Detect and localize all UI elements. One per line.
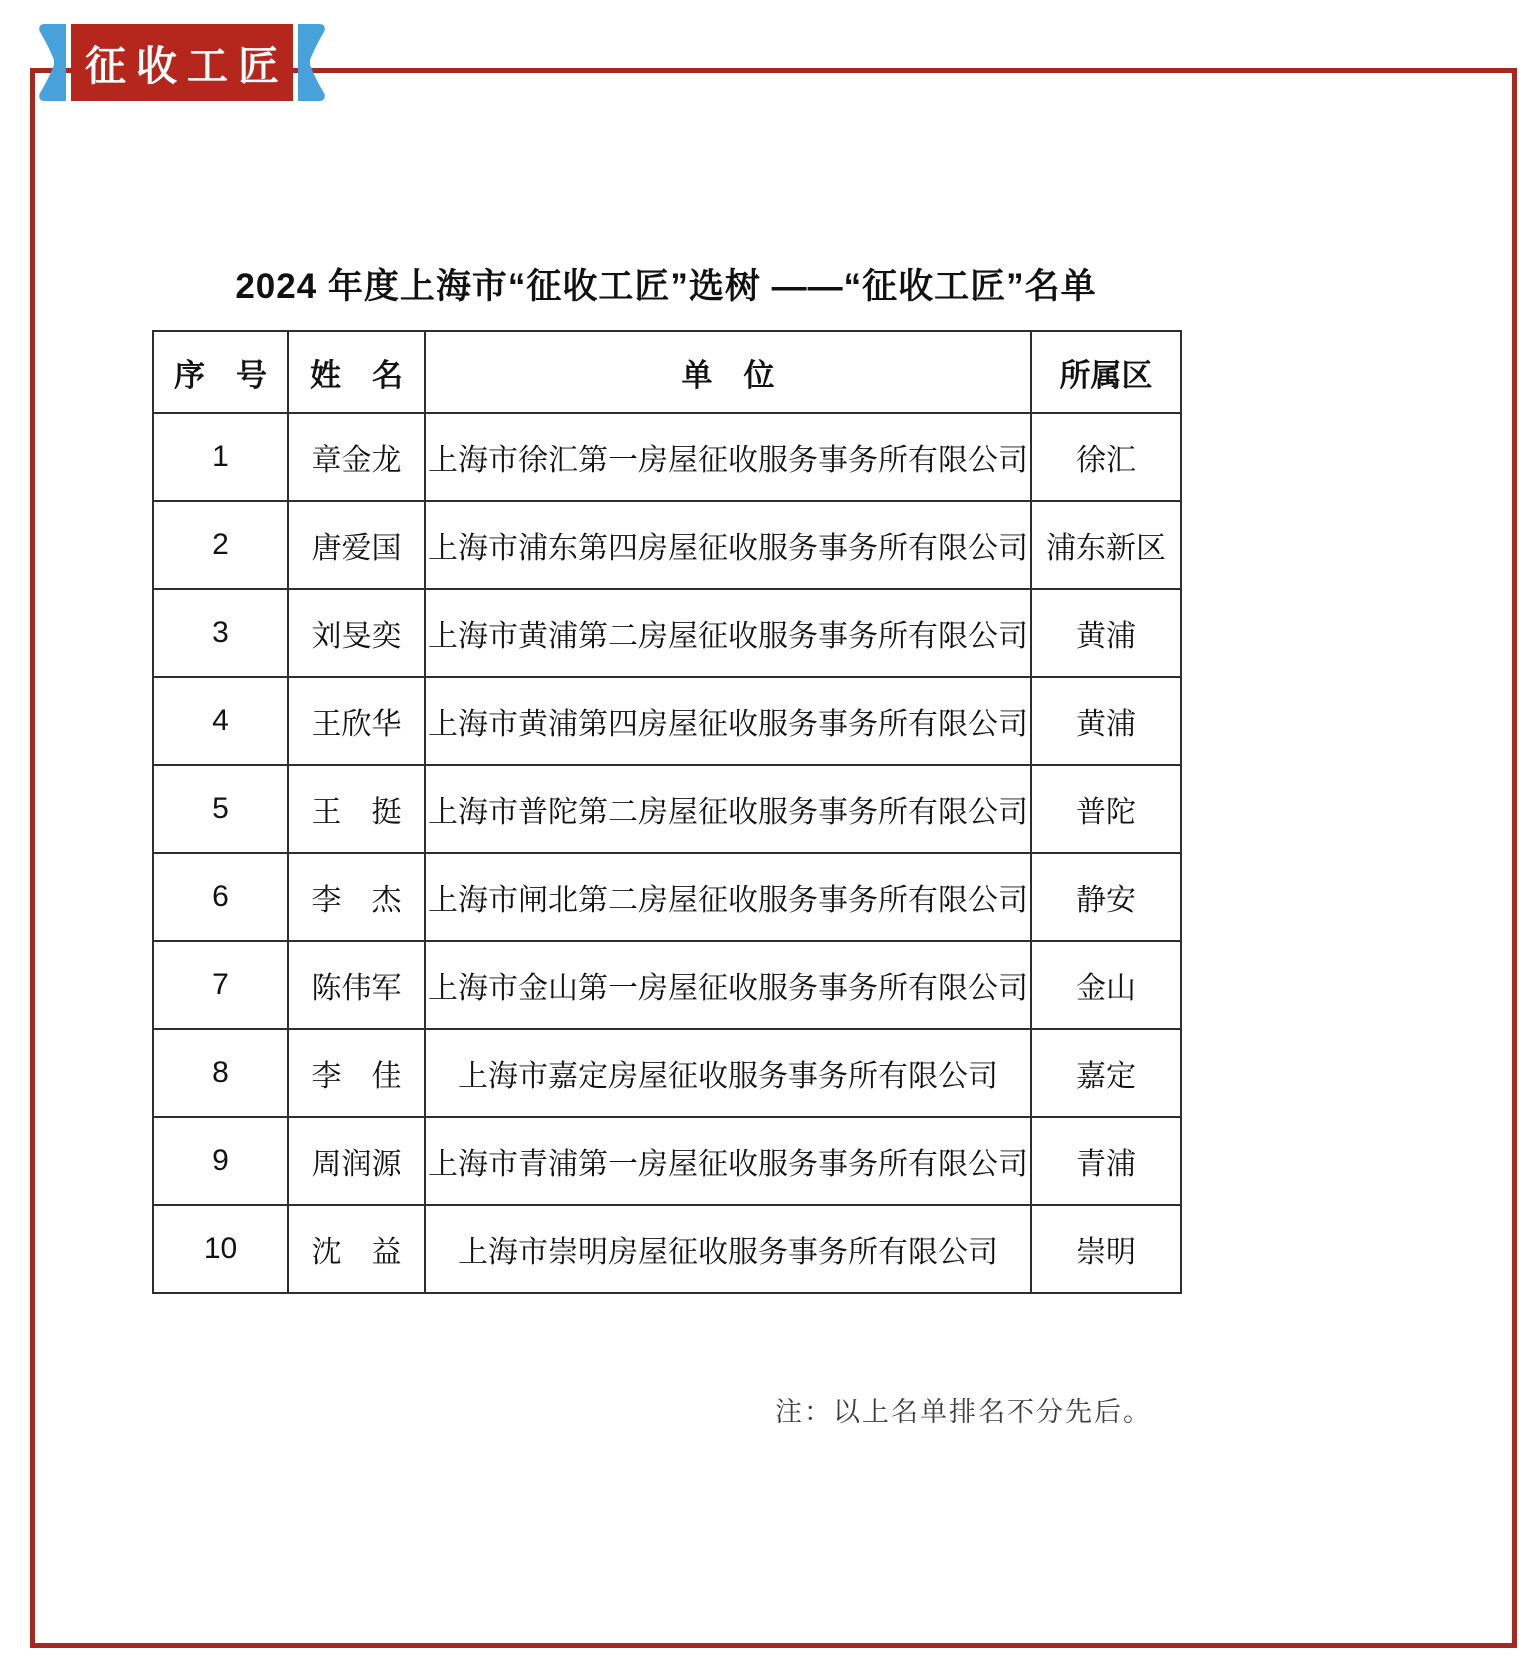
cell-name: 沈 益 [288,1205,425,1293]
ribbon-right-icon [298,24,326,101]
cell-district: 嘉定 [1031,1029,1181,1117]
col-header-index: 序 号 [153,331,288,413]
table-row [153,1029,1181,1117]
cell-unit: 上海市普陀第二房屋征收服务事务所有限公司 [425,765,1031,853]
ribbon-left-icon [38,24,66,101]
footnote: 注：以上名单排名不分先后。 [775,1397,1152,1427]
cell-unit: 上海市黄浦第四房屋征收服务事务所有限公司 [425,677,1031,765]
col-header-district: 所属区 [1031,331,1181,413]
cell-district: 金山 [1031,941,1181,1029]
table-row [153,501,1181,589]
page-title: 2024 年度上海市“征收工匠”选树 ——“征收工匠”名单 [235,267,1097,306]
badge-label: 征收工匠 [85,43,289,89]
cell-unit: 上海市黄浦第二房屋征收服务事务所有限公司 [425,589,1031,677]
cell-unit: 上海市徐汇第一房屋征收服务事务所有限公司 [425,413,1031,501]
roster-table [152,330,1182,1294]
cell-name: 李 佳 [288,1029,425,1117]
header-badge [38,24,326,101]
cell-name: 刘旻奕 [288,589,425,677]
cell-unit: 上海市金山第一房屋征收服务事务所有限公司 [425,941,1031,1029]
cell-name: 陈伟军 [288,941,425,1029]
table-row [153,413,1181,501]
cell-name: 王欣华 [288,677,425,765]
cell-name: 章金龙 [288,413,425,501]
table-row [153,1117,1181,1205]
cell-unit: 上海市浦东第四房屋征收服务事务所有限公司 [425,501,1031,589]
col-header-name: 姓 名 [288,331,425,413]
cell-district: 青浦 [1031,1117,1181,1205]
cell-index: 2 [153,501,288,589]
cell-index: 9 [153,1117,288,1205]
cell-name: 唐爱国 [288,501,425,589]
cell-index: 7 [153,941,288,1029]
cell-index: 10 [153,1205,288,1293]
badge-box [71,24,293,101]
cell-index: 6 [153,853,288,941]
cell-index: 3 [153,589,288,677]
cell-district: 普陀 [1031,765,1181,853]
cell-district: 黄浦 [1031,589,1181,677]
cell-district: 徐汇 [1031,413,1181,501]
table-body [153,413,1181,1293]
table-row [153,677,1181,765]
cell-index: 1 [153,413,288,501]
cell-district: 静安 [1031,853,1181,941]
cell-index: 5 [153,765,288,853]
cell-unit: 上海市闸北第二房屋征收服务事务所有限公司 [425,853,1031,941]
cell-name: 李 杰 [288,853,425,941]
cell-unit: 上海市嘉定房屋征收服务事务所有限公司 [425,1029,1031,1117]
table-row [153,765,1181,853]
cell-name: 王 挺 [288,765,425,853]
cell-index: 4 [153,677,288,765]
cell-unit: 上海市青浦第一房屋征收服务事务所有限公司 [425,1117,1031,1205]
table-row [153,941,1181,1029]
cell-name: 周润源 [288,1117,425,1205]
cell-district: 浦东新区 [1031,501,1181,589]
col-header-unit: 单 位 [425,331,1031,413]
cell-index: 8 [153,1029,288,1117]
cell-unit: 上海市崇明房屋征收服务事务所有限公司 [425,1205,1031,1293]
table-row [153,1205,1181,1293]
table-row [153,853,1181,941]
cell-district: 崇明 [1031,1205,1181,1293]
table-row [153,589,1181,677]
cell-district: 黄浦 [1031,677,1181,765]
table-header-row [153,331,1181,413]
